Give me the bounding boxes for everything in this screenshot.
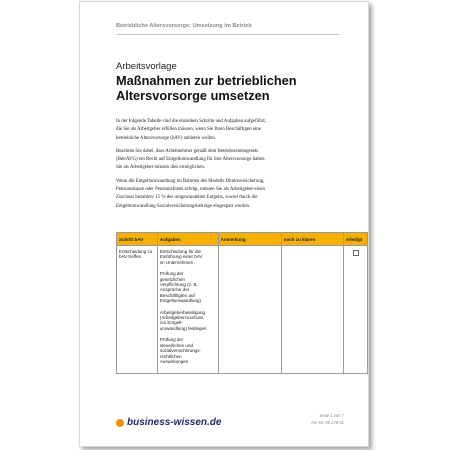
schritt-cell (117, 246, 158, 374)
cell-line: zur Entgelt- (159, 320, 183, 326)
intro-paragraph (116, 148, 348, 173)
text-line: (BetrAVG) ein Recht auf Entgeltumwandlung für ihre Altersvorsorge haben. (116, 157, 266, 163)
text-line: Wenn die Entgeltumwandlung im Rahmen des Modells Direktversicherung, (116, 178, 265, 184)
intro-text (116, 118, 348, 216)
text-line: betriebliche Altersvorsorge (bAV) anbieten wollen. (116, 135, 216, 141)
article-number: Art.-Nr. 99.278.01 (310, 420, 344, 425)
document-title (116, 74, 356, 103)
cell-line: steuerlichen und (159, 342, 193, 348)
page-footer-info (311, 412, 344, 426)
page-number: Seite 1 von 7 (319, 413, 344, 418)
cell-line: (Arbeitgeberzuschuss (159, 315, 204, 321)
column-header-erledigt: erledigt (344, 233, 368, 246)
task-item (160, 249, 216, 265)
logo-dot-icon (116, 419, 124, 427)
running-header: Betriebliche Altersvorsorge: Umsetzung im Betrieb (116, 23, 252, 29)
cell-line: bAV treffen (119, 254, 142, 260)
text-line: Entgeltumwandlung Sozialversicherungsbeiträge eingespart werden. (116, 203, 251, 209)
text-line: Beachten Sie dabei, dass Arbeitnehmer gemäß dem Betriebsrentengesetz (116, 148, 259, 154)
column-header-anmerkung: Anmerkung (218, 233, 281, 246)
document-page (79, 1, 369, 447)
document-type-label: Arbeitsvorlage (116, 61, 177, 72)
anmerkung-cell[interactable] (218, 246, 281, 374)
aufgaben-cell (157, 246, 218, 374)
text-line: Zuschuss bezahlen: 15 % des umgewandelten Entgelts, soweit durch die (116, 195, 258, 201)
intro-paragraph (116, 178, 348, 211)
task-item (160, 337, 216, 364)
table-row (117, 246, 368, 374)
cell-line: Entscheidung für die (159, 249, 201, 254)
noch-zu-klaeren-cell[interactable] (281, 246, 343, 374)
column-header-schritt: Schritt bAV (117, 233, 158, 246)
brand-logo (116, 417, 221, 428)
cell-line: Auswirkungen (159, 358, 189, 364)
column-header-aufgaben: Aufgaben (157, 233, 218, 246)
task-item (160, 310, 216, 332)
text-line: Pensionskasse oder Pensionsfonds erfolgt, müssen Sie als Arbeitgeber einen (116, 187, 266, 193)
cell-line: gesetzlichen (159, 276, 185, 282)
cell-line: Prüfung der (159, 337, 184, 343)
task-table (116, 232, 368, 374)
cell-line: Prüfung der (159, 271, 184, 277)
header-divider (116, 34, 340, 35)
cell-line: Arbeitgeberbeteiligung (159, 309, 205, 315)
title-line: Altersvorsorge umsetzen (116, 87, 270, 103)
cell-line: Verpflichtung (z. B. (159, 282, 198, 288)
erledigt-checkbox[interactable] (353, 250, 359, 256)
logo-text: business-wissen.de (127, 417, 222, 428)
text-line: In der folgende Tabelle sind die einzelnen Schritte und Aufgaben aufgeführt, (116, 119, 266, 124)
cell-line: rechtlichen (159, 353, 182, 359)
cell-line: Entgeltumwandlung) (159, 298, 201, 304)
erledigt-cell (344, 246, 368, 374)
text-line: Sie als Arbeitgeber müssen dies ermöglichen. (116, 165, 206, 171)
cell-line: Beschäftigten auf (159, 292, 195, 298)
cell-line: Einführung einer bAV (159, 254, 203, 260)
table-header-row (117, 233, 368, 246)
cell-line: Ansprüche der (159, 287, 190, 293)
title-line: Maßnahmen zur betrieblichen (116, 73, 297, 88)
cell-line: umwandlung) festlegen (159, 325, 207, 331)
text-line: die Sie als Arbeitgeber erfüllen müssen, wenn Sie Ihren Beschäftigen eine (116, 127, 261, 133)
task-item (160, 271, 216, 303)
intro-paragraph (116, 118, 348, 143)
cell-line: Entscheidung zu (119, 249, 153, 254)
cell-line: im Unternehmen (159, 259, 194, 265)
cell-line: sozialversicherungs- (159, 348, 201, 354)
column-header-noch-zu-klaeren: noch zu klären (281, 233, 343, 246)
